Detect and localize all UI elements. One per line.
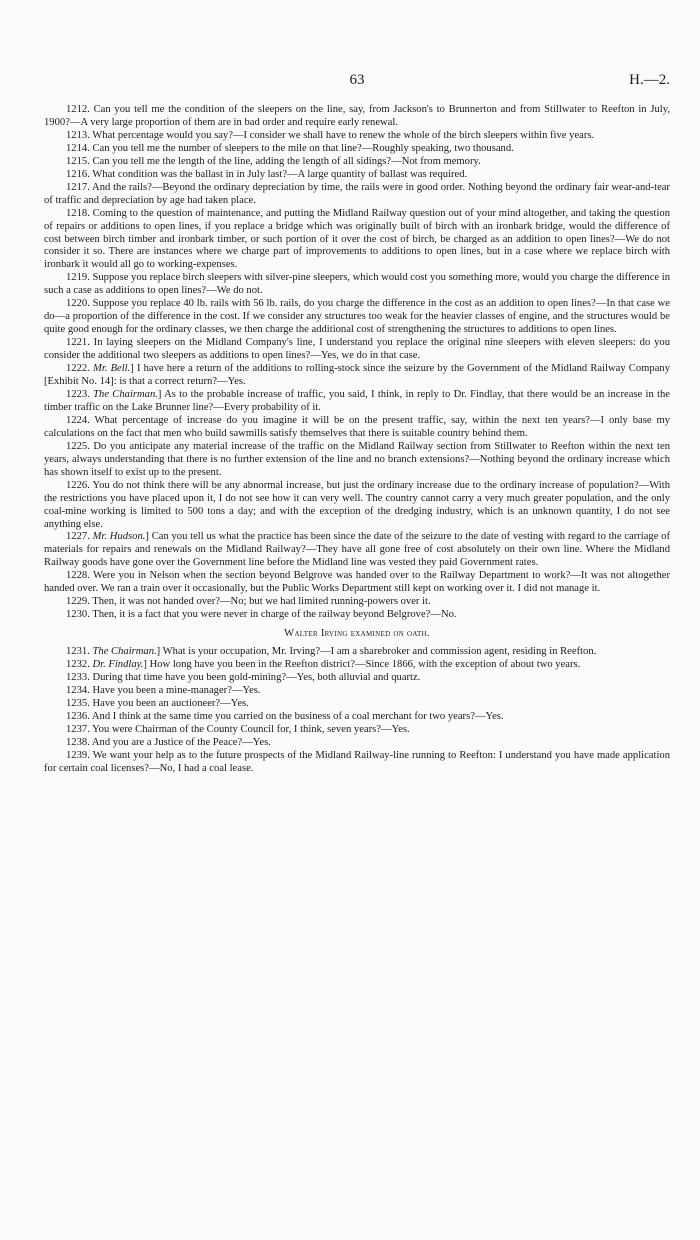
question-1223	[44, 389, 670, 415]
entries-group-1	[44, 104, 670, 363]
question-number: 1223.	[66, 388, 90, 400]
question-1218: 1218. Coming to the question of maintenance, and putting the Midland Railway question out of your mind altogether, and taking the question of repairs or additions to open lines, if you replace a bridge which was originally built of birch with an ironbark bridge, would the difference of cost between birch timber and ironbark timber, or such portion of it over the cost of birch, be charged as an addition to open lines?—We do not consider it so. There are instances where we charge part of improvements to additions to open lines, but in a case where we replace birch with ironbark it would all go to working-expenses.	[44, 207, 670, 271]
question-1237: 1237. You were Chairman of the County Council for, I think, seven years?—Yes.	[66, 723, 410, 735]
question-1217: 1217. And the rails?—Beyond the ordinary depreciation by time, the rails were in good order. Nothing beyond the ordinary fair wear-and-tear of traffic and depreciation by age had taken place.	[44, 181, 670, 206]
testimony-body	[44, 104, 670, 776]
question-1219: 1219. Suppose you replace birch sleepers with silver-pine sleepers, which would cost you something more, would you charge the difference in such a case as additions to open lines?—We do not.	[44, 272, 670, 297]
question-1229: 1229. Then, it was not handed over?—No; but we had limited running-powers over it.	[66, 596, 431, 608]
question-1215: 1215. Can you tell me the length of the line, adding the length of all sidings?—Not from memory.	[66, 155, 481, 167]
witness-heading: Walter Irving examined on oath.	[284, 628, 430, 640]
page-header	[44, 72, 670, 94]
question-1230: 1230. Then, it is a fact that you were never in charge of the railway beyond Belgrove?—No.	[66, 609, 457, 621]
question-1232	[44, 659, 670, 672]
question-1224: 1224. What percentage of increase do you imagine it will be on the present traffic, say, within the next ten years?—I only base my calculations on the fact that men who build sawmills satisfy themselves that there is suitable country behind them.	[44, 414, 670, 439]
entries-group-2	[44, 415, 670, 532]
question-1225: 1225. Do you anticipate any material increase of the traffic on the Midland Railway section from Stillwater to Reefton within the next ten years, always understanding that there is no further extension of the line and no branch extensions?—Nothing beyond the ordinary increase which has shown itself to exist up to the present.	[44, 440, 670, 478]
entries-group-4	[44, 672, 670, 776]
question-1234: 1234. Have you been a mine-manager?—Yes.	[66, 684, 261, 696]
question-1212: 1212. Can you tell me the condition of the sleepers on the line, say, from Jackson's to Brunnerton and from Stillwater to Reefton in July, 1900?—A very large proportion of them are in bad order and require early renewal.	[44, 104, 670, 128]
question-1222	[44, 363, 670, 389]
question-1227	[44, 531, 670, 570]
question-1221: 1221. In laying sleepers on the Midland Company's line, I understand you replace the original nine sleepers with eleven sleepers: do you consider the additional two sleepers as additions to open lines?—Yes, we do in that case.	[44, 337, 670, 362]
question-number: 1231.	[66, 646, 90, 658]
question-text: ] Can you tell us what the practice has been since the date of the seizure to the date of vesting with regard to the carriage of materials for repairs and renewals on the Midland Railway?—They have all gone free of cost absolutely on their own line. Where the Midland Railway goods have gone over the Government line before the Midland line was vested they paid Government rates.	[44, 531, 670, 569]
page-number: 63	[349, 72, 365, 88]
question-1233: 1233. During that time have you been gold-mining?—Yes, both alluvial and quartz.	[66, 671, 421, 683]
question-1239: 1239. We want your help as to the future prospects of the Midland Railway-line running to Reefton: I understand you have made application for certain coal licenses?—No, I had a coal lease.	[44, 749, 670, 774]
question-1231	[44, 646, 670, 659]
question-number: 1232.	[66, 659, 90, 671]
question-1214: 1214. Can you tell me the number of sleepers to the mile on that line?—Roughly speaking, two thousand.	[66, 142, 514, 154]
question-text: ] How long have you been in the Reefton district?—Since 1866, with the exception of about two years.	[143, 659, 581, 671]
question-1235: 1235. Have you been an auctioneer?—Yes.	[66, 697, 249, 709]
question-1228: 1228. Were you in Nelson when the section beyond Belgrove was handed over to the Railway Department to work?—It was not altogether handed over. We ran a train over it occasionally, but the Public Works Department still kept on working over it. I did not manage it.	[44, 570, 670, 595]
question-1226: 1226. You do not think there will be any abnormal increase, but just the ordinary increase due to the ordinary increase of population?—With the restrictions you have placed upon it, I do not see how it can very well. The country cannot carry a very much greater population, and the only coal-mine working is limited to 500 tons a day; and with the exception of the dredging industry, which is an unknown quantity, I do not see anything else.	[44, 479, 670, 530]
question-number: 1227.	[66, 531, 90, 543]
question-text: ] As to the probable increase of traffic, you said, I think, in reply to Dr. Findlay, that there would be an increase in the timber traffic on the Lake Brunner line?—Every probability of it.	[44, 388, 670, 413]
question-1238: 1238. And you are a Justice of the Peace?—Yes.	[66, 736, 271, 748]
question-number: 1222.	[66, 363, 90, 375]
speaker-name: The Chairman.	[93, 388, 158, 400]
question-1216: 1216. What condition was the ballast in in July last?—A large quantity of ballast was required.	[66, 168, 468, 180]
speaker-name: Dr. Findlay.	[92, 659, 144, 671]
question-1236: 1236. And I think at the same time you carried on the business of a coal merchant for two years?—Yes.	[66, 710, 504, 722]
question-1220: 1220. Suppose you replace 40 lb. rails with 56 lb. rails, do you charge the difference in the cost as an addition to open lines?—In that case we do—a proportion of the difference in the cost. If we consider any structures too weak for the heavier classes of engine, and the structures would be quite good enough for the ordinary classes, we then charge the additional cost of strengthening the structures to additions to open lines.	[44, 298, 670, 336]
speaker-name: Mr. Hudson.	[92, 531, 146, 543]
question-1213: 1213. What percentage would you say?—I consider we shall have to renew the whole of the birch sleepers within five years.	[66, 129, 595, 141]
entries-group-3	[44, 570, 670, 622]
speaker-name: Mr. Bell.	[93, 363, 131, 375]
document-reference: H.—2.	[629, 72, 670, 88]
question-text: ] What is your occupation, Mr. Irving?—I am a sharebroker and commission agent, residing in Reefton.	[156, 646, 597, 658]
speaker-name: The Chairman.	[92, 646, 157, 658]
question-text: ] I have here a return of the additions to rolling-stock since the seizure by the Government of the Midland Railway Company [Exhibit No. 14]: is that a correct return?—Yes.	[44, 363, 670, 388]
